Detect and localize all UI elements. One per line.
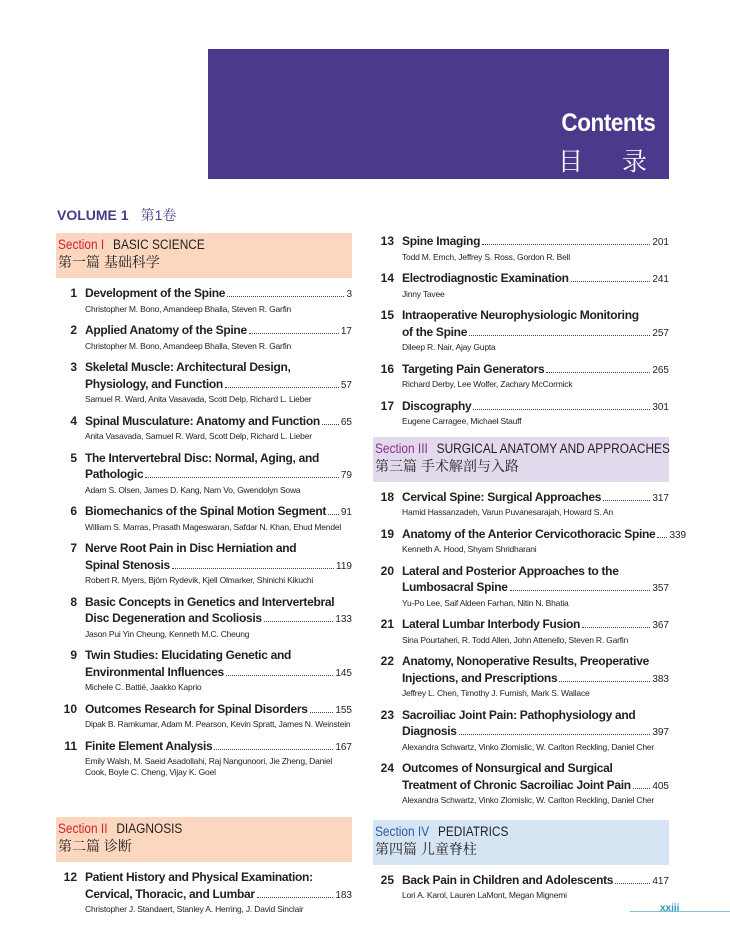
section-number: Section III — [375, 440, 428, 456]
chapter-title-line[interactable]: Back Pain in Children and Adolescents — [402, 872, 614, 887]
toc-entry[interactable] — [373, 361, 669, 390]
chapter-page-number: 145 — [335, 667, 352, 679]
dot-leader — [214, 749, 333, 750]
chapter-title-line[interactable]: Skeletal Muscle: Architectural Design, — [85, 360, 291, 374]
toc-entry[interactable] — [56, 413, 352, 442]
chapter-authors: Adam S. Olsen, James D. Kang, Nam Vo, Gwendolyn Sowa — [85, 484, 301, 495]
chapter-title-last-line[interactable] — [402, 872, 669, 891]
chapter-page-number: 167 — [335, 741, 352, 753]
chapter-body — [402, 526, 687, 555]
chapter-title-last-line[interactable] — [402, 489, 669, 508]
chapter-title-line[interactable]: Pathologic — [85, 467, 144, 481]
toc-entry[interactable] — [373, 526, 687, 555]
chapter-authors: Hamid Hassanzadeh, Varun Puvanesarajah, Howard S. An — [402, 507, 614, 517]
section-title: DIAGNOSIS — [116, 821, 183, 836]
toc-left-column — [56, 233, 352, 923]
chapter-title-last-line[interactable] — [402, 579, 669, 598]
chapter-body — [85, 503, 352, 532]
toc-entry[interactable] — [56, 701, 352, 730]
chapter-page-number: 241 — [652, 274, 669, 285]
chapter-body — [85, 869, 352, 915]
chapter-title-line[interactable]: Anatomy of the Anterior Cervicothoracic Spine — [402, 526, 656, 541]
chapter-title-line[interactable]: Sacroiliac Joint Pain: Pathophysiology and — [402, 707, 636, 722]
section-heading — [373, 437, 669, 482]
chapter-page-number: 339 — [669, 529, 687, 541]
chapter-title-last-line[interactable] — [402, 616, 669, 635]
chapter-number: 23 — [380, 707, 394, 722]
chapter-title-line[interactable]: Disc Degeneration and Scoliosis — [85, 611, 262, 625]
chapter-number: 1 — [70, 286, 77, 300]
contents-banner — [208, 49, 669, 179]
chapter-authors: Alexandra Schwartz, Vinko Zlomislic, W. Carlton Reckling, Daniel Cher — [402, 741, 655, 752]
chapter-body — [402, 653, 669, 699]
dot-leader — [546, 372, 650, 373]
section-title-zh: 第四篇 儿童脊柱 — [375, 840, 477, 857]
chapter-number: 9 — [70, 648, 77, 662]
chapter-page-number: 3 — [346, 289, 352, 300]
chapter-body — [402, 872, 669, 901]
chapter-page-number: 367 — [652, 620, 669, 631]
chapter-title-line[interactable]: Anatomy, Nonoperative Results, Preoperative — [402, 654, 649, 668]
chapter-body — [85, 738, 352, 778]
chapter-authors: Dipak B. Ramkumar, Adam M. Pearson, Kevin Spratt, James N. Weinstein — [85, 719, 351, 729]
chapter-title-last-line[interactable] — [402, 777, 669, 796]
chapter-authors: Emily Walsh, M. Saeid Asadollahi, Raj Nangunoori, Jie Zheng, Daniel Cook, Boyle C. Cheng, Vijay K. Goel — [85, 756, 333, 777]
chapter-title-last-line[interactable] — [402, 361, 669, 380]
chapter-body — [85, 413, 352, 442]
section-heading — [56, 817, 352, 862]
chapter-title-last-line[interactable] — [402, 670, 669, 689]
chapter-title-last-line[interactable] — [85, 322, 352, 341]
page-number: xxiii — [660, 903, 680, 914]
chapter-authors: Dileep R. Nair, Ajay Gupta — [402, 342, 496, 352]
chapter-title-line[interactable]: Treatment of Chronic Sacroiliac Joint Pain — [402, 777, 631, 792]
contents-title: Contents — [561, 109, 655, 137]
chapter-authors: Christopher M. Bono, Amandeep Bhalla, Steven R. Garfin — [85, 303, 292, 314]
chapter-authors: Eugene Carragee, Michael Stauff — [402, 416, 522, 426]
chapter-title-line[interactable]: Diagnosis — [402, 724, 457, 738]
chapter-page-number: 301 — [652, 401, 669, 413]
volume-label-zh: 第1卷 — [140, 207, 177, 223]
dot-leader — [459, 734, 651, 735]
chapter-title-line[interactable]: Lateral Lumbar Interbody Fusion — [402, 617, 581, 631]
chapter-title-line[interactable]: Cervical Spine: Surgical Approaches — [402, 489, 602, 504]
chapter-title-last-line[interactable] — [402, 270, 669, 289]
chapter-title-line[interactable]: Injections, and Prescriptions — [402, 670, 558, 685]
toc-entry[interactable] — [56, 322, 352, 351]
chapter-body — [85, 285, 352, 314]
dot-leader — [172, 568, 334, 569]
chapter-authors: Samuel R. Ward, Anita Vasavada, Scott Delp, Richard L. Lieber — [85, 394, 312, 404]
section-title: BASIC SCIENCE — [113, 237, 205, 252]
dot-leader — [571, 281, 651, 282]
chapter-body — [85, 594, 352, 640]
chapter-page-number: 383 — [652, 673, 669, 685]
chapter-body — [402, 760, 669, 806]
chapter-title-last-line[interactable] — [85, 886, 352, 905]
chapter-number: 3 — [70, 360, 77, 374]
toc-entry[interactable] — [373, 270, 669, 299]
chapter-authors: Lori A. Karol, Lauren LaMont, Megan Mignemi — [402, 890, 567, 900]
chapter-title-line[interactable]: Spinal Stenosis — [85, 557, 170, 572]
toc-entry[interactable] — [56, 540, 352, 586]
chapter-title-line[interactable]: Spine Imaging — [402, 234, 481, 248]
toc-entry[interactable] — [56, 738, 352, 778]
chapter-page-number: 317 — [652, 492, 669, 504]
chapter-page-number: 119 — [336, 560, 352, 572]
chapter-title-last-line[interactable] — [402, 398, 669, 417]
chapter-title-line[interactable]: of the Spine — [402, 324, 468, 339]
chapter-page-number: 133 — [335, 614, 352, 625]
chapter-title-line[interactable]: Targeting Pain Generators — [402, 361, 545, 376]
chapter-authors: Yu-Po Lee, Saif Aldeen Farhan, Nitin N. Bhatia — [402, 597, 569, 608]
dot-leader — [469, 335, 650, 336]
chapter-title-last-line[interactable] — [85, 413, 352, 432]
chapter-title-last-line[interactable] — [85, 610, 352, 629]
dot-leader — [657, 537, 667, 538]
dot-leader — [226, 675, 333, 676]
chapter-body — [402, 307, 669, 353]
chapter-title-line[interactable]: Spinal Musculature: Anatomy and Function — [85, 413, 320, 428]
chapter-authors: William S. Marras, Prasath Mageswaran, Safdar N. Khan, Ehud Mendel — [85, 521, 342, 532]
chapter-title-line[interactable]: The Intervertebral Disc: Normal, Aging, and — [85, 450, 320, 465]
chapter-page-number: 79 — [340, 470, 352, 481]
chapter-page-number: 65 — [340, 416, 352, 428]
chapter-number: 14 — [380, 271, 394, 285]
dot-leader — [603, 500, 650, 501]
chapter-number: 20 — [380, 563, 394, 578]
chapter-authors: Alexandra Schwartz, Vinko Zlomislic, W. Carlton Reckling, Daniel Cher — [402, 795, 655, 805]
chapter-number: 16 — [380, 361, 394, 376]
chapter-number: 18 — [380, 489, 394, 504]
chapter-authors: Anita Vasavada, Samuel R. Ward, Scott Delp, Richard L. Lieber — [85, 431, 312, 441]
chapter-title-last-line[interactable] — [402, 324, 669, 343]
dot-leader — [582, 627, 650, 628]
chapter-number: 25 — [380, 872, 394, 887]
chapter-page-number: 57 — [340, 379, 352, 391]
chapter-body — [402, 563, 669, 609]
chapter-body — [402, 707, 669, 753]
toc-entry[interactable] — [373, 233, 669, 262]
chapter-title-line[interactable]: Applied Anatomy of the Spine — [85, 323, 247, 337]
toc-entry[interactable] — [56, 285, 352, 314]
chapter-authors: Kenneth A. Hood, Shyam Shridharani — [402, 544, 537, 554]
chapter-body — [85, 359, 352, 405]
chapter-number: 6 — [70, 504, 77, 518]
chapter-title-line[interactable]: Electrodiagnostic Examination — [402, 271, 569, 285]
chapter-authors: Sina Pourtaheri, R. Todd Allen, John Attenello, Steven R. Garfin — [402, 634, 629, 645]
dot-leader — [322, 424, 339, 425]
chapter-title-line[interactable]: Environmental Influences — [85, 664, 224, 679]
footer-rule — [630, 911, 730, 912]
dot-leader — [249, 333, 339, 334]
toc-entry[interactable] — [56, 503, 352, 532]
section-title: SURGICAL ANATOMY AND APPROACHES — [436, 440, 670, 456]
chapter-authors: Jinny Tavee — [402, 288, 445, 299]
chapter-number: 11 — [64, 738, 77, 753]
chapter-body — [402, 270, 669, 299]
volume-heading — [57, 205, 176, 225]
dot-leader — [264, 621, 334, 622]
chapter-title-line[interactable]: Lateral and Posterior Approaches to the — [402, 563, 619, 578]
section-heading — [56, 233, 352, 278]
chapter-number: 21 — [380, 617, 394, 631]
section-title-zh: 第三篇 手术解剖与入路 — [375, 457, 519, 474]
chapter-body — [85, 322, 352, 351]
chapter-page-number: 357 — [652, 583, 669, 594]
chapter-body — [402, 361, 669, 390]
dot-leader — [473, 409, 650, 410]
chapter-title-line[interactable]: Physiology, and Function — [85, 376, 223, 391]
toc-entry[interactable] — [56, 359, 352, 405]
chapter-page-number: 417 — [652, 875, 669, 887]
toc-entry[interactable] — [56, 869, 352, 915]
chapter-body — [85, 647, 352, 693]
chapter-page-number: 257 — [652, 327, 669, 339]
dot-leader — [227, 296, 344, 297]
chapter-number: 4 — [70, 413, 77, 428]
chapter-title-line[interactable]: Nerve Root Pain in Disc Herniation and — [85, 541, 297, 555]
dot-leader — [510, 590, 651, 591]
contents-title-zh: 目 录 — [558, 148, 663, 176]
chapter-title-line[interactable]: Patient History and Physical Examination: — [85, 870, 313, 884]
dot-leader — [310, 712, 334, 713]
section-title: PEDIATRICS — [437, 823, 509, 839]
chapter-title-last-line[interactable] — [402, 526, 687, 545]
toc-entry[interactable] — [56, 647, 352, 693]
chapter-title-line[interactable]: Basic Concepts in Genetics and Intervertebral — [85, 594, 335, 609]
chapter-authors: Jeffrey L. Chen, Timothy J. Furnish, Mark S. Wallace — [402, 688, 590, 698]
chapter-authors: Richard Derby, Lee Wolfer, Zachary McCormick — [402, 379, 573, 389]
dot-leader — [225, 387, 339, 388]
chapter-page-number: 405 — [652, 780, 669, 792]
toc-entry[interactable] — [373, 616, 669, 645]
chapter-authors: Todd M. Emch, Jeffrey S. Ross, Gordon R. Bell — [402, 251, 570, 262]
chapter-number: 19 — [380, 526, 394, 541]
chapter-number: 22 — [380, 654, 394, 668]
chapter-number: 8 — [70, 594, 77, 609]
chapter-body — [402, 233, 669, 262]
chapter-title-line[interactable]: Intraoperative Neurophysiologic Monitoring — [402, 308, 639, 322]
chapter-number: 17 — [380, 398, 394, 413]
chapter-page-number: 17 — [340, 326, 352, 337]
chapter-authors: Michele C. Battié, Jaakko Kaprio — [85, 682, 202, 692]
chapter-title-last-line[interactable] — [85, 503, 352, 522]
toc-entry[interactable] — [373, 707, 669, 753]
chapter-title-line[interactable]: Cervical, Thoracic, and Lumbar — [85, 886, 255, 901]
chapter-body — [85, 701, 352, 730]
chapter-title-last-line[interactable] — [85, 557, 352, 576]
chapter-body — [85, 540, 352, 586]
chapter-number: 13 — [380, 234, 394, 248]
chapter-body — [85, 450, 352, 496]
section-number: Section IV — [375, 823, 430, 839]
section-heading — [373, 820, 669, 865]
chapter-title-line[interactable]: Twin Studies: Elucidating Genetic and — [85, 648, 292, 662]
chapter-title-last-line[interactable] — [85, 285, 352, 304]
chapter-page-number: 265 — [652, 364, 669, 376]
chapter-number: 12 — [63, 870, 77, 884]
dot-leader — [257, 897, 334, 898]
chapter-title-last-line[interactable] — [402, 233, 669, 252]
chapter-title-last-line[interactable] — [85, 664, 352, 683]
dot-leader — [615, 883, 650, 884]
chapter-title-line[interactable]: Discography — [402, 398, 472, 413]
chapter-body — [402, 616, 669, 645]
dot-leader — [482, 244, 650, 245]
toc-entry[interactable] — [56, 450, 352, 496]
dot-leader — [559, 681, 650, 682]
chapter-title-line[interactable]: Biomechanics of the Spinal Motion Segment — [85, 504, 327, 518]
chapter-page-number: 155 — [335, 704, 352, 716]
chapter-authors: Christopher M. Bono, Amandeep Bhalla, Steven R. Garfin — [85, 340, 292, 351]
chapter-body — [402, 398, 669, 427]
chapter-title-line[interactable]: Outcomes Research for Spinal Disorders — [85, 701, 308, 716]
chapter-authors: Robert R. Myers, Björn Rydevik, Kjell Olmarker, Shinichi Kikuchi — [85, 575, 314, 585]
toc-entry[interactable] — [373, 653, 669, 699]
chapter-title-line[interactable]: Lumbosacral Spine — [402, 580, 508, 594]
chapter-number: 24 — [380, 761, 394, 775]
chapter-title-last-line[interactable] — [85, 466, 352, 485]
dot-leader — [145, 477, 339, 478]
toc-entry[interactable] — [373, 872, 669, 901]
chapter-number: 5 — [70, 450, 77, 465]
toc-entry[interactable] — [373, 307, 669, 353]
section-title-zh: 第一篇 基础科学 — [58, 254, 160, 270]
chapter-page-number: 397 — [652, 727, 669, 738]
dot-leader — [633, 788, 651, 789]
chapter-title-line[interactable]: Finite Element Analysis — [85, 738, 213, 753]
dot-leader — [328, 514, 339, 515]
chapter-authors: Jason Pui Yin Cheung, Kenneth M.C. Cheung — [85, 628, 250, 639]
chapter-title-last-line[interactable] — [85, 738, 352, 757]
volume-label: VOLUME 1 — [57, 207, 129, 223]
chapter-authors: Christopher J. Standaert, Stanley A. Herring, J. David Sinclair — [85, 904, 304, 914]
chapter-title-last-line[interactable] — [85, 701, 352, 720]
toc-entry[interactable] — [373, 489, 669, 518]
chapter-title-line[interactable]: Outcomes of Nonsurgical and Surgical — [402, 761, 613, 775]
toc-entry[interactable] — [373, 563, 669, 609]
section-title-zh: 第二篇 诊断 — [58, 838, 132, 854]
chapter-page-number: 183 — [335, 889, 352, 901]
section-number: Section I — [58, 237, 105, 252]
toc-entry[interactable] — [373, 398, 669, 427]
chapter-title-last-line[interactable] — [85, 376, 352, 395]
chapter-number: 2 — [70, 323, 77, 337]
toc-entry[interactable] — [56, 594, 352, 640]
chapter-number: 7 — [70, 541, 77, 555]
chapter-title-last-line[interactable] — [402, 723, 669, 742]
chapter-number: 10 — [63, 701, 77, 716]
chapter-page-number: 201 — [652, 237, 669, 248]
chapter-number: 15 — [380, 308, 394, 322]
chapter-body — [402, 489, 669, 518]
chapter-title-line[interactable]: Development of the Spine — [85, 286, 226, 300]
chapter-page-number: 91 — [340, 507, 352, 518]
section-number: Section II — [58, 821, 108, 836]
toc-entry[interactable] — [373, 760, 669, 806]
